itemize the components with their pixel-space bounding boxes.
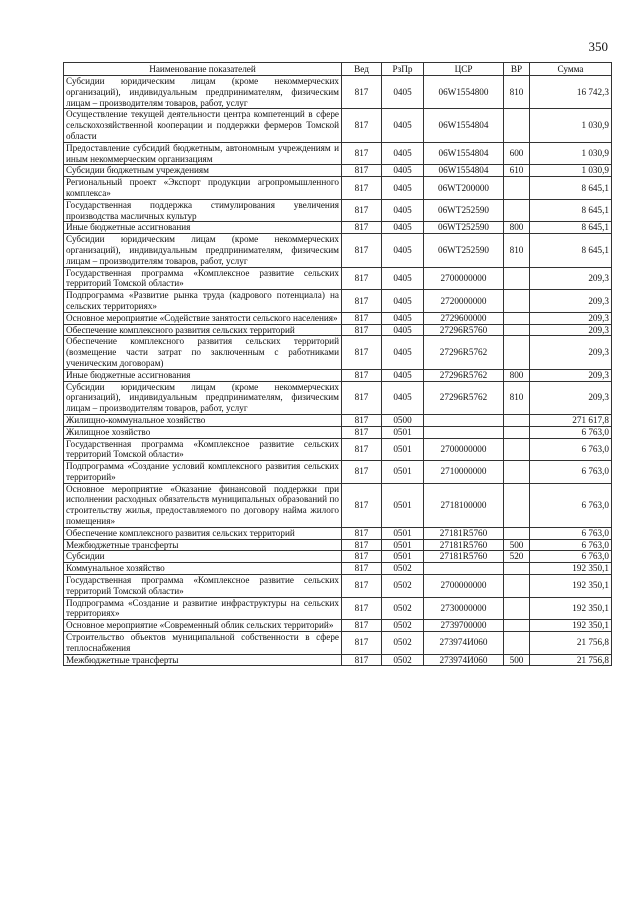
table-row [64,290,612,313]
cell-rzpr: 0501 [382,527,424,539]
cell-ved: 817 [342,369,382,381]
cell-csr: 06WT200000 [424,177,504,200]
cell-sum: 1 030,9 [530,142,612,165]
cell-name: Жилищно-коммунальное хозяйство [64,414,342,426]
cell-ved: 817 [342,597,382,620]
cell-ved: 817 [342,426,382,438]
cell-ved: 817 [342,142,382,165]
cell-rzpr: 0502 [382,575,424,598]
table-row [64,483,612,527]
cell-ved: 817 [342,483,382,527]
cell-csr: 2729600000 [424,312,504,324]
cell-vr [504,438,530,461]
budget-table [63,62,612,666]
cell-csr: 06W1554800 [424,76,504,109]
cell-vr: 810 [504,381,530,414]
table-row [64,336,612,369]
cell-name: Субсидии юридическим лицам (кроме некоммерческих организаций), индивидуальным предпринимателям, физическим лицам – производителям товаров, работ, услуг [64,234,342,267]
cell-rzpr: 0502 [382,563,424,575]
cell-sum: 209,3 [530,290,612,313]
table-header-row [64,63,612,76]
cell-csr: 2720000000 [424,290,504,313]
cell-ved: 817 [342,632,382,655]
cell-rzpr: 0502 [382,632,424,655]
column-header-rzpr: РзПр [382,63,424,76]
cell-csr: 27181R5760 [424,539,504,551]
cell-ved: 817 [342,290,382,313]
cell-vr: 810 [504,76,530,109]
table-row [64,177,612,200]
column-header-csr: ЦСР [424,63,504,76]
cell-vr: 810 [504,234,530,267]
cell-sum: 6 763,0 [530,551,612,563]
cell-rzpr: 0405 [382,324,424,336]
cell-ved: 817 [342,527,382,539]
cell-ved: 817 [342,312,382,324]
table-row [64,109,612,142]
cell-csr: 06W1554804 [424,109,504,142]
table-row [64,632,612,655]
table-row [64,76,612,109]
table-row [64,324,612,336]
cell-sum: 209,3 [530,267,612,290]
table-row [64,527,612,539]
cell-csr: 06W1554804 [424,165,504,177]
cell-sum: 6 763,0 [530,539,612,551]
cell-name: Межбюджетные трансферты [64,539,342,551]
cell-vr: 800 [504,222,530,234]
cell-ved: 817 [342,76,382,109]
cell-name: Основное мероприятие «Современный облик сельских территорий» [64,620,342,632]
cell-rzpr: 0405 [382,222,424,234]
cell-ved: 817 [342,438,382,461]
table-row [64,234,612,267]
cell-sum: 1 030,9 [530,165,612,177]
table-row [64,199,612,222]
table-row [64,222,612,234]
table-row [64,597,612,620]
cell-csr: 06WT252590 [424,234,504,267]
cell-vr [504,109,530,142]
cell-csr: 2739700000 [424,620,504,632]
table-row [64,575,612,598]
cell-rzpr: 0405 [382,290,424,313]
cell-vr [504,312,530,324]
cell-name: Осуществление текущей деятельности центра компетенций в сфере сельскохозяйственной кооперации и поддержки фермеров Томской области [64,109,342,142]
cell-name: Региональный проект «Экспорт продукции агропромышленного комплекса» [64,177,342,200]
table-row [64,563,612,575]
cell-rzpr: 0501 [382,426,424,438]
cell-rzpr: 0405 [382,177,424,200]
cell-sum: 21 756,8 [530,632,612,655]
cell-sum: 209,3 [530,324,612,336]
cell-sum: 16 742,3 [530,76,612,109]
cell-rzpr: 0405 [382,234,424,267]
cell-csr: 2730000000 [424,597,504,620]
cell-vr [504,426,530,438]
cell-vr [504,527,530,539]
table-row [64,312,612,324]
cell-csr [424,414,504,426]
cell-rzpr: 0405 [382,336,424,369]
cell-sum: 21 756,8 [530,654,612,666]
cell-vr: 600 [504,142,530,165]
cell-ved: 817 [342,575,382,598]
cell-vr: 610 [504,165,530,177]
cell-name: Коммунальное хозяйство [64,563,342,575]
cell-ved: 817 [342,461,382,484]
table-row [64,426,612,438]
cell-vr: 500 [504,539,530,551]
cell-name: Обеспечение комплексного развития сельских территорий [64,527,342,539]
cell-rzpr: 0501 [382,438,424,461]
table-row [64,461,612,484]
cell-rzpr: 0405 [382,267,424,290]
cell-sum: 209,3 [530,336,612,369]
cell-rzpr: 0405 [382,165,424,177]
cell-rzpr: 0500 [382,414,424,426]
cell-csr: 06W1554804 [424,142,504,165]
cell-vr [504,575,530,598]
cell-ved: 817 [342,381,382,414]
cell-ved: 817 [342,414,382,426]
column-header-name: Наименование показателей [64,63,342,76]
cell-csr: 06WT252590 [424,222,504,234]
cell-name: Основное мероприятие «Оказание финансовой поддержки при исполнении расходных обязательств муниципальных образований по строительству жилья, предоставляемого по договору найма жилого помещения» [64,483,342,527]
cell-csr: 27181R5760 [424,551,504,563]
cell-sum: 192 350,1 [530,620,612,632]
cell-name: Государственная поддержка стимулирования увеличения производства масличных культур [64,199,342,222]
cell-sum: 6 763,0 [530,483,612,527]
cell-rzpr: 0405 [382,199,424,222]
cell-rzpr: 0405 [382,142,424,165]
cell-csr: 06WT252590 [424,199,504,222]
table-row [64,267,612,290]
table-row [64,142,612,165]
cell-csr: 27296R5762 [424,369,504,381]
cell-csr: 2710000000 [424,461,504,484]
cell-vr [504,324,530,336]
cell-vr [504,290,530,313]
cell-name: Строительство объектов муниципальной собственности в сфере теплоснабжения [64,632,342,655]
cell-sum: 6 763,0 [530,461,612,484]
cell-name: Государственная программа «Комплексное развитие сельских территорий Томской области» [64,267,342,290]
table-row [64,369,612,381]
table-row [64,551,612,563]
cell-name: Субсидии юридическим лицам (кроме некоммерческих организаций), индивидуальным предпринимателям, физическим лицам – производителям товаров, работ, услуг [64,381,342,414]
cell-csr: 27296R5760 [424,324,504,336]
cell-sum: 192 350,1 [530,563,612,575]
cell-ved: 817 [342,109,382,142]
cell-name: Предоставление субсидий бюджетным, автономным учреждениям и иным некоммерческим организациям [64,142,342,165]
cell-sum: 6 763,0 [530,438,612,461]
cell-csr [424,563,504,575]
cell-csr: 2700000000 [424,267,504,290]
cell-ved: 817 [342,563,382,575]
cell-vr [504,563,530,575]
table-row [64,620,612,632]
cell-vr [504,177,530,200]
cell-name: Обеспечение комплексного развития сельских территорий (возмещение части затрат по заключенным с работниками ученическим договорам) [64,336,342,369]
cell-vr [504,199,530,222]
cell-csr: 2718100000 [424,483,504,527]
cell-name: Государственная программа «Комплексное развитие сельских территорий Томской области» [64,575,342,598]
cell-name: Основное мероприятие «Содействие занятости сельского населения» [64,312,342,324]
cell-name: Межбюджетные трансферты [64,654,342,666]
cell-sum: 8 645,1 [530,199,612,222]
cell-vr [504,597,530,620]
cell-ved: 817 [342,222,382,234]
column-header-sum: Сумма [530,63,612,76]
cell-ved: 817 [342,539,382,551]
cell-vr [504,620,530,632]
cell-rzpr: 0405 [382,76,424,109]
cell-rzpr: 0502 [382,654,424,666]
cell-rzpr: 0501 [382,461,424,484]
cell-ved: 817 [342,234,382,267]
table-row [64,414,612,426]
cell-sum: 1 030,9 [530,109,612,142]
cell-csr: 273974И060 [424,654,504,666]
cell-csr: 273974И060 [424,632,504,655]
cell-rzpr: 0502 [382,620,424,632]
page-number: 350 [588,39,608,54]
table-row [64,438,612,461]
cell-sum: 6 763,0 [530,527,612,539]
cell-name: Субсидии юридическим лицам (кроме некоммерческих организаций), индивидуальным предпринимателям, физическим лицам – производителям товаров, работ, услуг [64,76,342,109]
cell-sum: 8 645,1 [530,234,612,267]
cell-ved: 817 [342,267,382,290]
cell-ved: 817 [342,336,382,369]
cell-vr [504,632,530,655]
column-header-vr: ВР [504,63,530,76]
table-row [64,539,612,551]
cell-csr: 27181R5760 [424,527,504,539]
cell-rzpr: 0501 [382,551,424,563]
cell-vr [504,414,530,426]
cell-rzpr: 0405 [382,312,424,324]
cell-rzpr: 0405 [382,381,424,414]
cell-sum: 192 350,1 [530,597,612,620]
cell-csr: 27296R5762 [424,336,504,369]
cell-name: Субсидии [64,551,342,563]
cell-ved: 817 [342,620,382,632]
cell-vr: 500 [504,654,530,666]
cell-rzpr: 0501 [382,483,424,527]
cell-ved: 817 [342,199,382,222]
cell-vr [504,267,530,290]
cell-sum: 209,3 [530,312,612,324]
cell-name: Подпрограмма «Создание условий комплексного развития сельских территорий» [64,461,342,484]
table-row [64,381,612,414]
cell-name: Жилищное хозяйство [64,426,342,438]
cell-vr: 520 [504,551,530,563]
table-row [64,654,612,666]
cell-ved: 817 [342,551,382,563]
cell-sum: 8 645,1 [530,177,612,200]
cell-rzpr: 0502 [382,597,424,620]
cell-name: Иные бюджетные ассигнования [64,369,342,381]
cell-sum: 8 645,1 [530,222,612,234]
cell-vr [504,483,530,527]
cell-name: Обеспечение комплексного развития сельских территорий [64,324,342,336]
cell-sum: 192 350,1 [530,575,612,598]
column-header-ved: Вед [342,63,382,76]
cell-name: Иные бюджетные ассигнования [64,222,342,234]
cell-sum: 271 617,8 [530,414,612,426]
cell-name: Субсидии бюджетным учреждениям [64,165,342,177]
cell-name: Подпрограмма «Развитие рынка труда (кадрового потенциала) на сельских территориях» [64,290,342,313]
cell-sum: 6 763,0 [530,426,612,438]
cell-vr [504,336,530,369]
cell-name: Подпрограмма «Создание и развитие инфраструктуры на сельских территориях» [64,597,342,620]
cell-rzpr: 0405 [382,369,424,381]
cell-rzpr: 0405 [382,109,424,142]
cell-ved: 817 [342,654,382,666]
cell-csr: 2700000000 [424,438,504,461]
cell-ved: 817 [342,324,382,336]
cell-ved: 817 [342,165,382,177]
table-row [64,165,612,177]
cell-rzpr: 0501 [382,539,424,551]
cell-csr: 2700000000 [424,575,504,598]
cell-csr [424,426,504,438]
cell-name: Государственная программа «Комплексное развитие сельских территорий Томской области» [64,438,342,461]
cell-vr: 800 [504,369,530,381]
cell-csr: 27296R5762 [424,381,504,414]
cell-sum: 209,3 [530,369,612,381]
cell-vr [504,461,530,484]
cell-ved: 817 [342,177,382,200]
cell-sum: 209,3 [530,381,612,414]
